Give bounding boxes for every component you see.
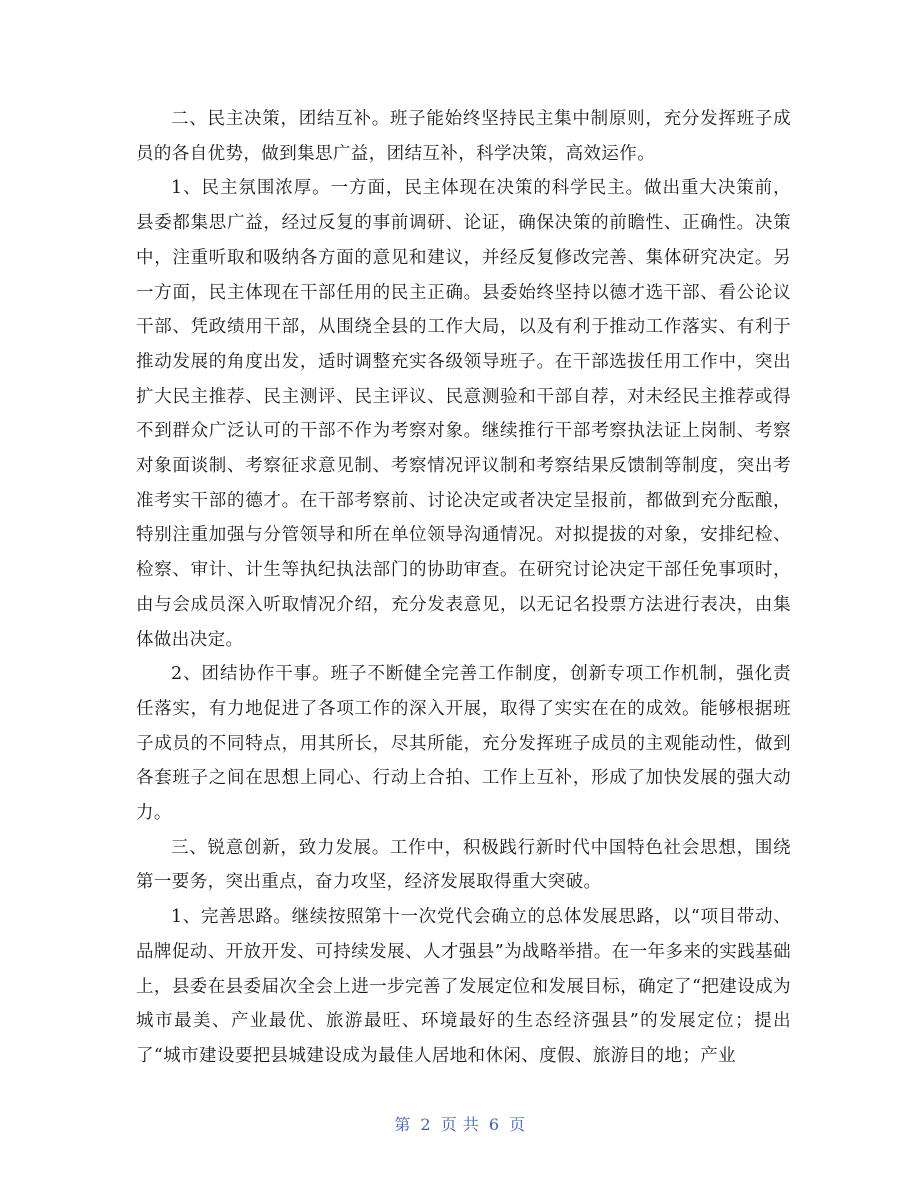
footer-total-pages: 6 xyxy=(488,1115,500,1134)
paragraph-democratic-atmosphere: 1、民主氛围浓厚。一方面，民主体现在决策的科学民主。做出重大决策前，县委都集思广益，经过反复的事前调研、论证，确保决策的前瞻性、正确性。决策中，注重听取和吸纳各方面的意见和建议，并经反复修改完善、集体研究决定。另一方面，民主体现在干部任用的民主正确。县委始终坚持以德才选干部、看公论议干部、凭政绩用干部，从围绕全县的工作大局，以及有利于推动工作落实、有利于推动发展的角度出发，适时调整充实各级领导班子。在干部选拔任用工作中，突出扩大民主推荐、民主测评、民主评议、民意测验和干部自荐，对未经民主推荐或得不到群众广泛认可的干部不作为考察对象。继续推行干部考察执法证上岗制、考察对象面谈制、考察征求意见制、考察情况评议制和考察结果反馈制等制度，突出考准考实干部的德才。在干部考察前、讨论决定或者决定呈报前，都做到充分酝酿，特别注重加强与分管领导和所在单位领导沟通情况。对拟提拔的对象，安排纪检、检察、审计、计生等执纪执法部门的协助审查。在研究讨论决定干部任免事项时，由与会成员深入听取情况介绍，充分发表意见，以无记名投票方法进行表决，由集体做出决定。 xyxy=(136,178,791,650)
footer-suffix: 页 xyxy=(509,1115,526,1134)
page-footer xyxy=(0,1112,920,1135)
footer-middle: 页 共 xyxy=(440,1115,480,1134)
paragraph-improve-thinking: 1、完善思路。继续按照第十一次党代会确立的总体发展思路，以“项目带动、品牌促动、开放开发、可持续发展、人才强县”为战略举措。在一年多来的实践基础上，县委在县委届次全会上进一步完善了发展定位和发展目标，确定了“把建设成为城市最美、产业最优、旅游最旺、环境最好的生态经济强县”的发展定位；提出了“城市建设要把县城建设成为最佳人居地和休闲、度假、旅游目的地；产业 xyxy=(136,907,791,1066)
paragraph-teamwork: 2、团结协作干事。班子不断健全完善工作制度，创新专项工作机制，强化责任落实，有力地促进了各项工作的深入开展，取得了实实在在的成效。能够根据班子成员的不同特点，用其所长，尽其所能，充分发挥班子成员的主观能动性，做到各套班子之间在思想上同心、行动上合拍、工作上互补，形成了加快发展的强大动力。 xyxy=(136,664,791,824)
document-body xyxy=(136,102,791,1074)
paragraph-innovation: 三、锐意创新，致力发展。工作中，积极践行新时代中国特色社会思想，围绕第一要务，突出重点，奋力攻坚，经济发展取得重大突破。 xyxy=(136,837,791,893)
footer-current-page: 2 xyxy=(420,1115,432,1134)
footer-prefix: 第 xyxy=(394,1115,411,1134)
paragraph-democratic-decision: 二、民主决策，团结互补。班子能始终坚持民主集中制原则，充分发挥班子成员的各自优势，做到集思广益，团结互补，科学决策，高效运作。 xyxy=(136,109,791,164)
